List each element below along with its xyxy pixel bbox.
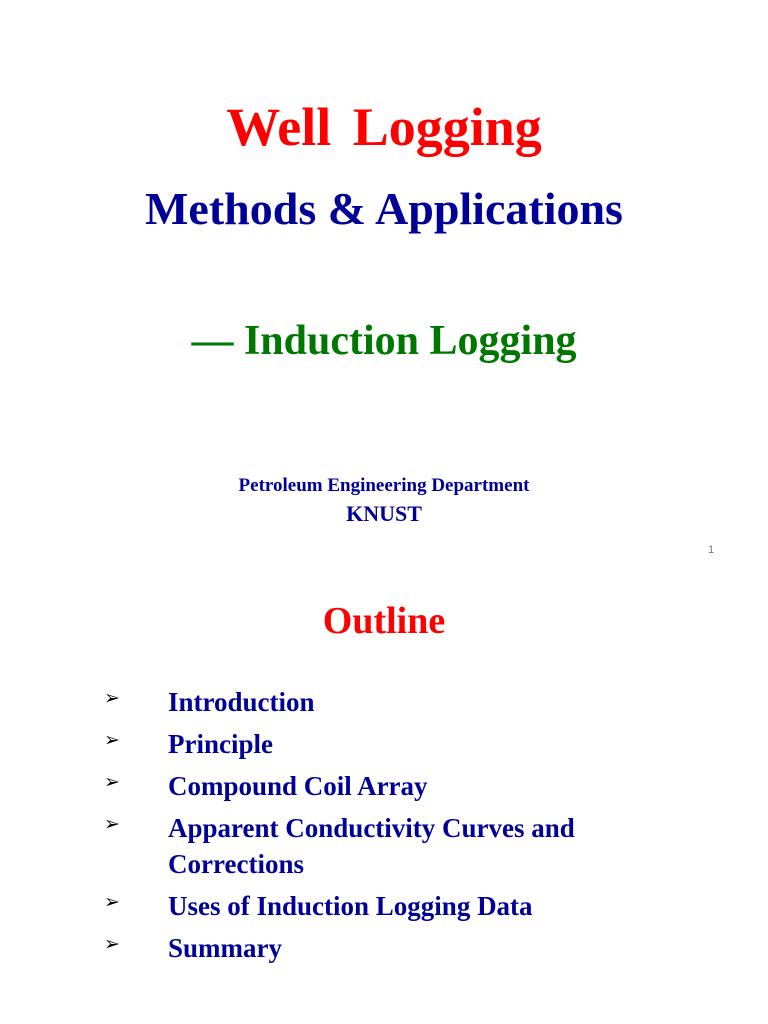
outline-item-label: Introduction bbox=[168, 687, 315, 717]
outline-item-compound-coil-array bbox=[0, 768, 768, 810]
school-name: KNUST bbox=[346, 501, 422, 526]
outline-item-apparent-conductivity bbox=[0, 810, 768, 888]
outline-item-label: Compound Coil Array bbox=[168, 771, 428, 801]
arrowhead-bullet-icon: ➢ bbox=[104, 729, 120, 751]
outline-item-label: Uses of Induction Logging Data bbox=[168, 891, 533, 921]
outline-item-summary bbox=[0, 930, 768, 972]
outline-heading: Outline bbox=[322, 600, 446, 642]
arrowhead-bullet-icon: ➢ bbox=[104, 891, 120, 913]
slide-title: Well Logging bbox=[226, 97, 542, 157]
arrowhead-bullet-icon: ➢ bbox=[104, 813, 120, 835]
outline-item-introduction bbox=[0, 684, 768, 726]
outline-item-principle bbox=[0, 726, 768, 768]
outline-item-label: Apparent Conductivity Curves and Corrections bbox=[168, 813, 575, 879]
topic-heading: — Induction Logging bbox=[191, 318, 577, 364]
arrowhead-bullet-icon: ➢ bbox=[104, 933, 120, 955]
arrowhead-bullet-icon: ➢ bbox=[104, 771, 120, 793]
outline-list bbox=[0, 684, 768, 972]
outline-item-label: Summary bbox=[168, 933, 282, 963]
slide-subtitle: Methods & Applications bbox=[145, 183, 623, 234]
arrowhead-bullet-icon: ➢ bbox=[104, 687, 120, 709]
outline-item-uses-of-data bbox=[0, 888, 768, 930]
outline-item-label: Principle bbox=[168, 729, 273, 759]
department-name: Petroleum Engineering Department bbox=[238, 475, 530, 496]
page-number: 1 bbox=[708, 544, 715, 556]
